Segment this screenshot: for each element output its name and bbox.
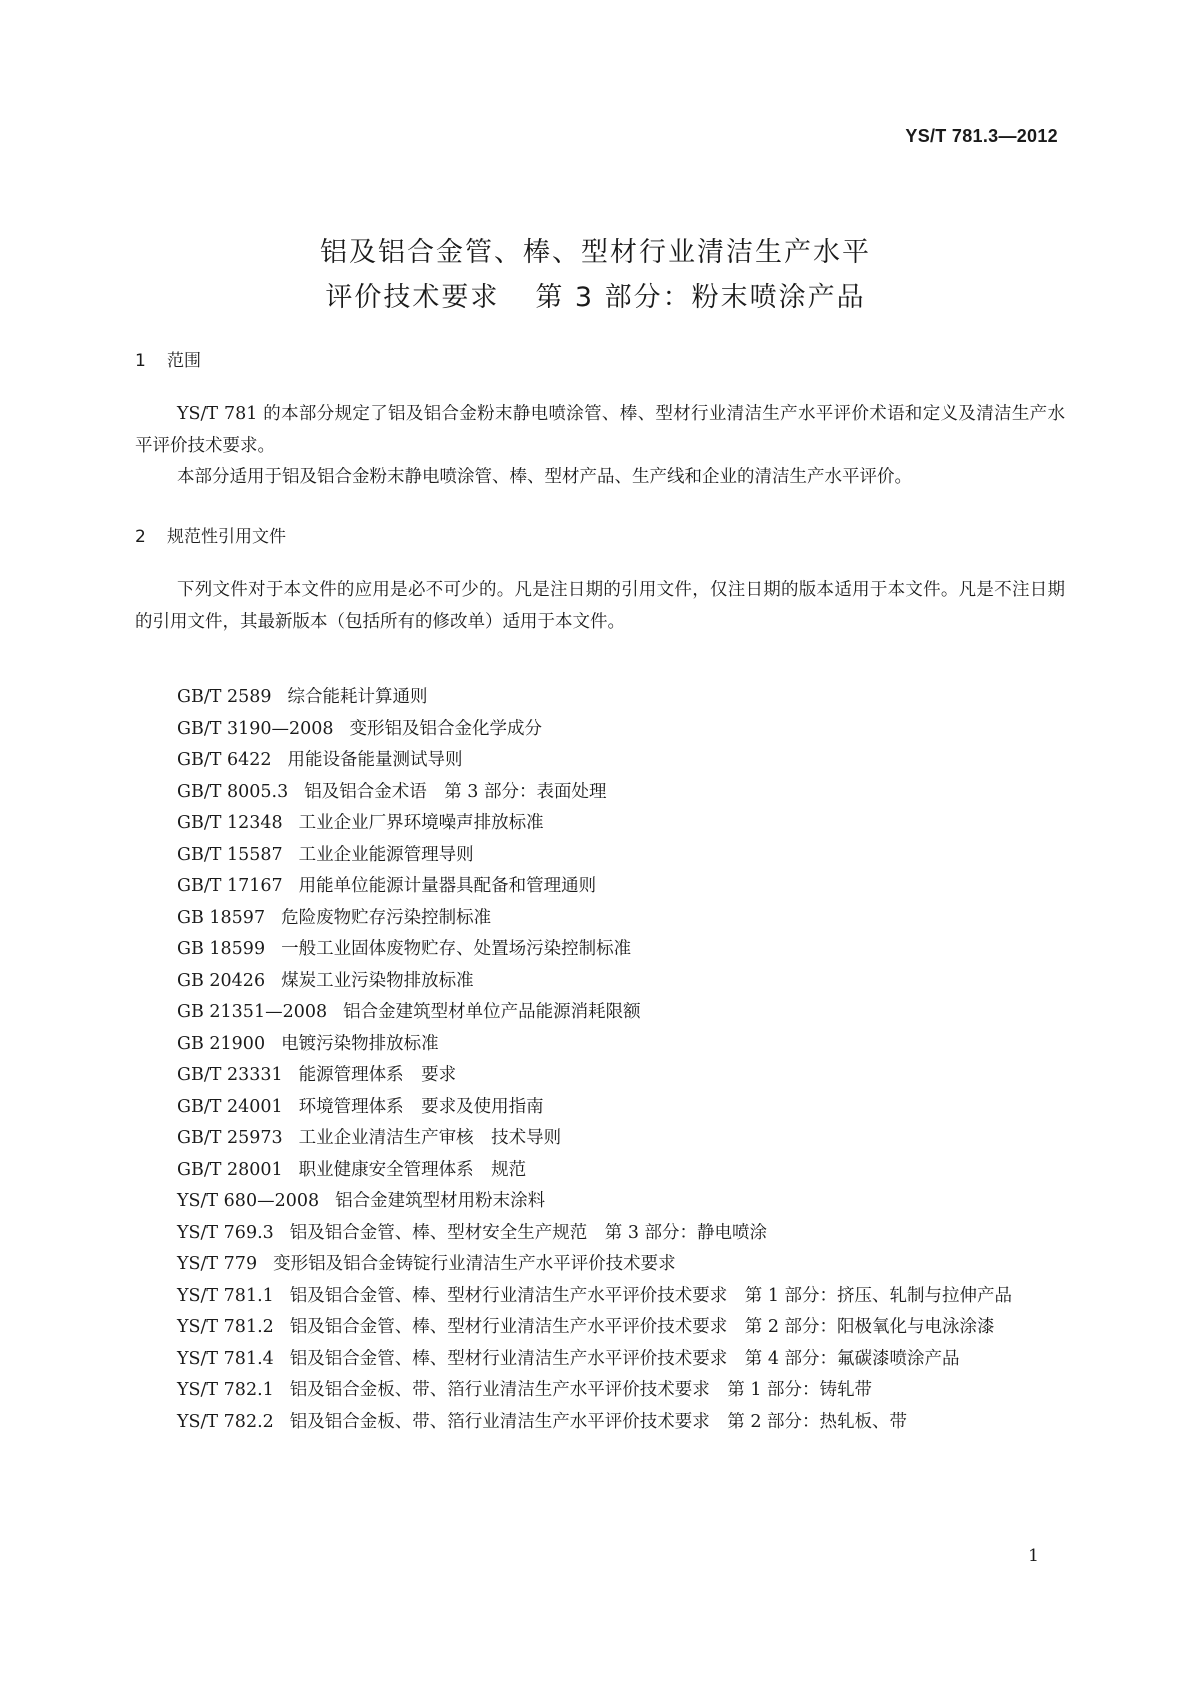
reference-item <box>135 1407 1065 1439</box>
reference-item <box>135 934 1065 966</box>
reference-code: GB/T 15587 <box>177 844 283 865</box>
reference-title: 工业企业能源管理导则 <box>298 844 474 865</box>
section-2-heading <box>135 522 286 547</box>
reference-item <box>135 1186 1065 1218</box>
reference-title: 铝及铝合金管、棒、型材行业清洁生产水平评价技术要求 第 2 部分：阳极氧化与电泳涂漆 <box>289 1317 995 1337</box>
paragraph: YS/T 781 的本部分规定了铝及铝合金粉末静电喷涂管、棒、型材行业清洁生产水平评价术语和定义及清洁生产水平评价技术要求。 <box>135 404 1065 456</box>
reference-title: 用能设备能量测试导则 <box>287 750 463 770</box>
reference-title: 铝及铝合金管、棒、型材行业清洁生产水平评价技术要求 第 4 部分：氟碳漆喷涂产品 <box>289 1348 960 1369</box>
reference-code: GB 21351—2008 <box>177 1002 328 1022</box>
reference-title: 铝及铝合金板、带、箔行业清洁生产水平评价技术要求 第 2 部分：热轧板、带 <box>289 1411 908 1432</box>
reference-item <box>135 1092 1065 1124</box>
title-part-b: 第 3 部分：粉末喷涂产品 <box>535 282 866 313</box>
section-number: 2 <box>135 527 146 547</box>
standard-code: YS/T 781.3—2012 <box>905 126 1058 146</box>
reference-title: 铝合金建筑型材单位产品能源消耗限额 <box>343 1002 641 1022</box>
reference-code: GB 20426 <box>177 970 266 991</box>
reference-item <box>135 1281 1065 1313</box>
title-part-a: 评价技术要求 <box>325 282 500 313</box>
reference-title: 铝及铝合金术语 第 3 部分：表面处理 <box>304 781 607 802</box>
section-1-heading <box>135 346 201 371</box>
reference-code: GB 18599 <box>177 939 266 959</box>
document-title-line-1: 铝及铝合金管、棒、型材行业清洁生产水平 <box>320 237 871 268</box>
reference-code: GB/T 23331 <box>177 1065 283 1085</box>
reference-code: YS/T 781.2 <box>177 1317 274 1337</box>
reference-title: 电镀污染物排放标准 <box>281 1033 439 1054</box>
reference-title: 危险废物贮存污染控制标准 <box>281 907 492 928</box>
reference-item <box>135 1060 1065 1092</box>
reference-item <box>135 997 1065 1029</box>
section-title: 规范性引用文件 <box>167 527 286 547</box>
reference-title: 用能单位能源计量器具配备和管理通则 <box>298 876 597 896</box>
paragraph: 本部分适用于铝及铝合金粉末静电喷涂管、棒、型材产品、生产线和企业的清洁生产水平评价。 <box>177 467 912 487</box>
reference-item <box>135 1312 1065 1344</box>
reference-title: 一般工业固体废物贮存、处置场污染控制标准 <box>281 939 632 959</box>
section-1-body <box>135 399 1065 494</box>
reference-code: YS/T 781.1 <box>177 1285 274 1306</box>
reference-item <box>135 1155 1065 1187</box>
reference-title: 铝及铝合金管、棒、型材安全生产规范 第 3 部分：静电喷涂 <box>289 1222 768 1243</box>
reference-item <box>135 1218 1065 1250</box>
reference-code: GB 21900 <box>177 1033 266 1054</box>
reference-item <box>135 808 1065 840</box>
reference-code: YS/T 782.2 <box>177 1411 274 1432</box>
reference-title: 铝及铝合金管、棒、型材行业清洁生产水平评价技术要求 第 1 部分：挤压、轧制与拉伸产品 <box>289 1285 1013 1306</box>
reference-item <box>135 903 1065 935</box>
reference-title: 职业健康安全管理体系 规范 <box>298 1159 527 1180</box>
reference-item <box>135 682 1065 714</box>
section-title: 范围 <box>167 351 201 371</box>
reference-code: YS/T 680—2008 <box>177 1191 320 1211</box>
reference-title: 能源管理体系 要求 <box>298 1065 457 1085</box>
reference-item <box>135 871 1065 903</box>
reference-code: GB/T 25973 <box>177 1128 283 1148</box>
reference-item <box>135 1344 1065 1376</box>
reference-title: 变形铝及铝合金化学成分 <box>349 718 543 739</box>
paragraph: 下列文件对于本文件的应用是必不可少的。凡是注日期的引用文件，仅注日期的版本适用于本文件。凡是不注日期的引用文件，其最新版本（包括所有的修改单）适用于本文件。 <box>135 580 1065 632</box>
reference-code: GB/T 3190—2008 <box>177 718 334 739</box>
reference-title: 煤炭工业污染物排放标准 <box>281 970 474 991</box>
reference-item <box>135 1249 1065 1281</box>
reference-code: GB/T 28001 <box>177 1159 283 1180</box>
reference-title: 环境管理体系 要求及使用指南 <box>298 1096 544 1117</box>
reference-item <box>135 745 1065 777</box>
reference-title: 铝合金建筑型材用粉末涂料 <box>335 1191 546 1211</box>
reference-code: GB/T 2589 <box>177 687 272 707</box>
reference-code: YS/T 779 <box>177 1254 258 1274</box>
reference-item <box>135 714 1065 746</box>
reference-item <box>135 777 1065 809</box>
reference-code: GB/T 6422 <box>177 750 272 770</box>
reference-code: GB/T 8005.3 <box>177 781 289 802</box>
reference-code: GB 18597 <box>177 907 266 928</box>
reference-code: YS/T 769.3 <box>177 1222 274 1243</box>
reference-title: 综合能耗计算通则 <box>287 687 428 707</box>
reference-title: 变形铝及铝合金铸锭行业清洁生产水平评价技术要求 <box>273 1254 676 1274</box>
page-number: 1 <box>1028 1546 1039 1566</box>
reference-item <box>135 966 1065 998</box>
reference-title: 铝及铝合金板、带、箔行业清洁生产水平评价技术要求 第 1 部分：铸轧带 <box>289 1380 873 1400</box>
reference-code: GB/T 24001 <box>177 1096 283 1117</box>
reference-item <box>135 840 1065 872</box>
reference-code: GB/T 17167 <box>177 876 283 896</box>
reference-item <box>135 1375 1065 1407</box>
section-2-intro <box>135 575 1065 638</box>
reference-code: GB/T 12348 <box>177 813 283 833</box>
section-number: 1 <box>135 351 146 371</box>
reference-code: YS/T 782.1 <box>177 1380 274 1400</box>
reference-item <box>135 1029 1065 1061</box>
document-title-line-2 <box>0 275 1191 314</box>
reference-code: YS/T 781.4 <box>177 1348 274 1369</box>
reference-title: 工业企业厂界环境噪声排放标准 <box>298 813 544 833</box>
reference-item <box>135 1123 1065 1155</box>
reference-list <box>135 682 1065 1438</box>
reference-title: 工业企业清洁生产审核 技术导则 <box>298 1128 562 1148</box>
